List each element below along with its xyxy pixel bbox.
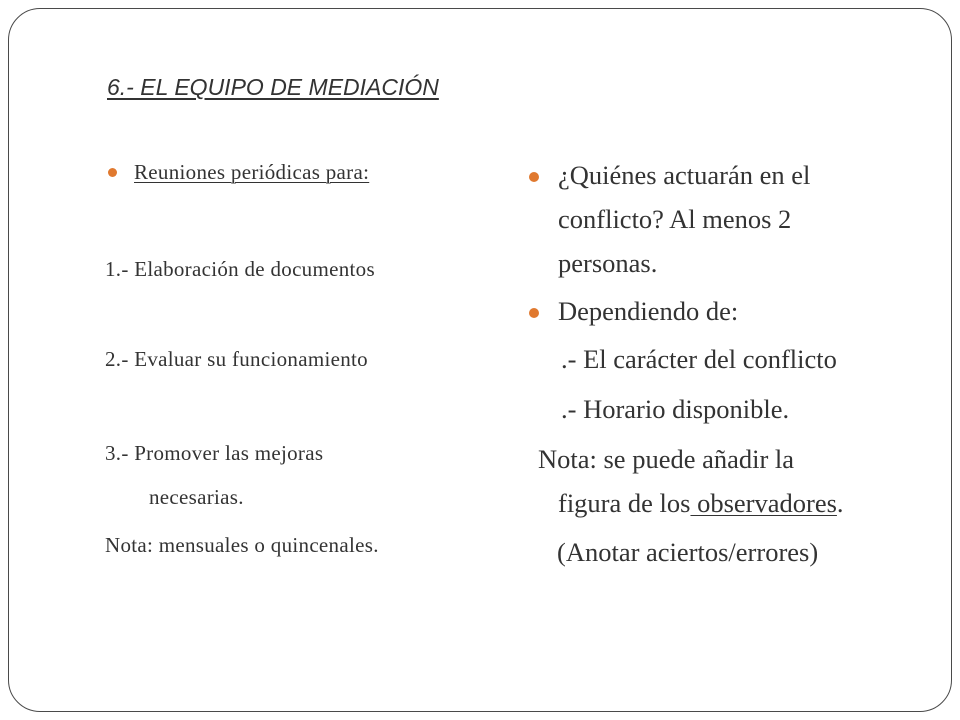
bullet-dot-icon bbox=[529, 308, 539, 318]
bullet-dot-icon bbox=[108, 168, 117, 177]
slide-title: 6.- EL EQUIPO DE MEDIACIÓN bbox=[107, 74, 439, 100]
right-bullet-1-line-2: conflicto? Al menos 2 bbox=[558, 204, 792, 234]
right-sub-2: .- Horario disponible. bbox=[561, 394, 790, 424]
right-note-prefix: figura de los bbox=[558, 488, 691, 518]
right-note-line-2 bbox=[558, 488, 844, 519]
right-note-line-3: (Anotar aciertos/errores) bbox=[557, 537, 819, 567]
left-note: Nota: mensuales o quincenales. bbox=[105, 533, 379, 557]
left-item-3-line-1: 3.- Promover las mejoras bbox=[105, 441, 324, 465]
bullet-dot-icon bbox=[529, 172, 539, 182]
right-bullet-1-line-1: ¿Quiénes actuarán en el bbox=[558, 160, 811, 190]
observadores-link: observadores bbox=[690, 488, 837, 518]
left-item-2: 2.- Evaluar su funcionamiento bbox=[105, 347, 368, 371]
right-bullet-1-line-3: personas. bbox=[558, 248, 658, 278]
left-item-1: 1.- Elaboración de documentos bbox=[105, 257, 375, 281]
right-note-line-1: Nota: se puede añadir la bbox=[538, 444, 795, 474]
right-sub-1: .- El carácter del conflicto bbox=[561, 344, 837, 374]
right-bullet-2: Dependiendo de: bbox=[558, 296, 739, 326]
left-bullet-text: Reuniones periódicas para: bbox=[134, 160, 370, 184]
left-item-3-line-2: necesarias. bbox=[149, 485, 244, 509]
right-note-suffix: . bbox=[836, 488, 844, 518]
